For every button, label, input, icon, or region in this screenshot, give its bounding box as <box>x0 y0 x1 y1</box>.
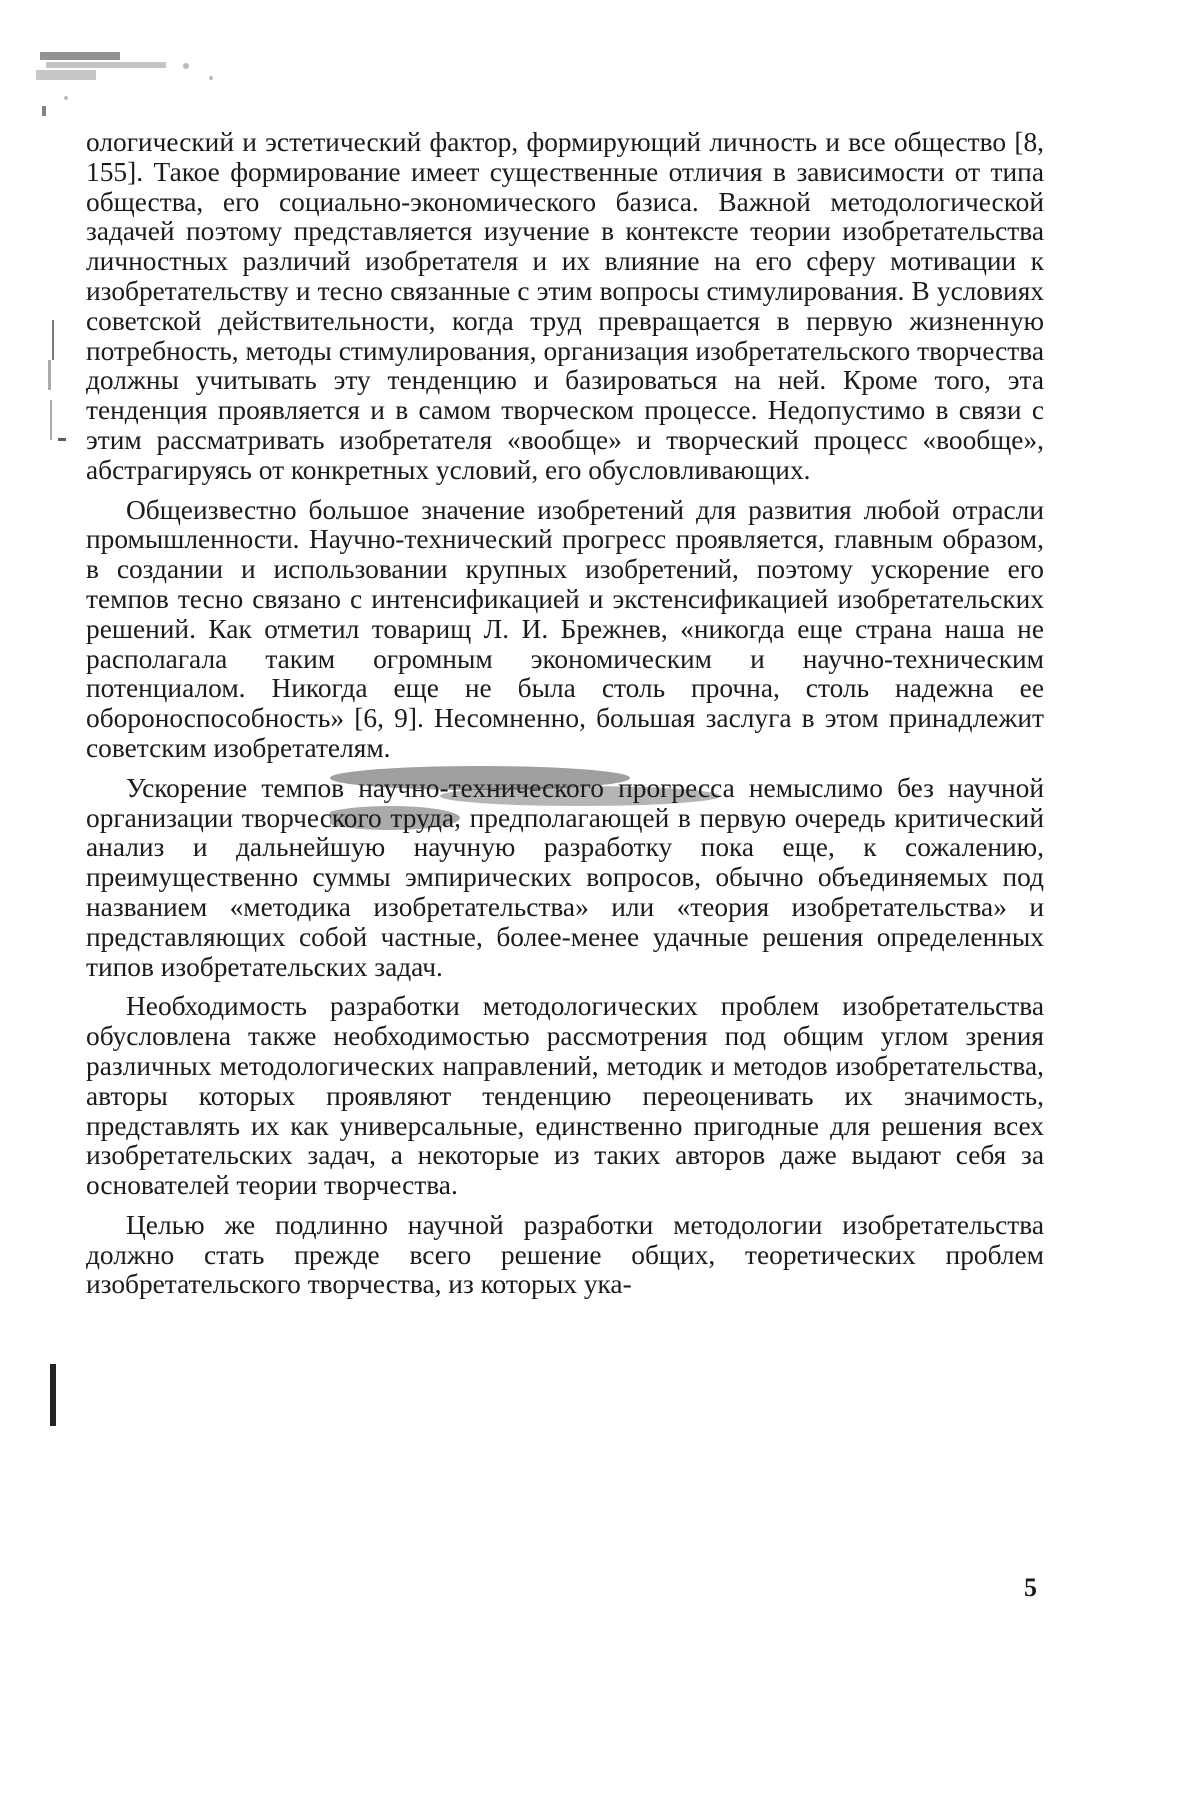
page-number: 5 <box>1024 1573 1037 1602</box>
paragraph: Целью же подлинно научной разработки методологии изобретательства должно стать прежде всего решение общих, теоретических проблем изобретательского творчества, из которых ука- <box>86 1209 1044 1300</box>
paragraph: Ускорение темпов научно-технического прогресса немыслимо без научной организации творческого труда, предполагающей в первую очередь критический анализ и дальнейшую научную разработку пока еще, к сожалению, преимущественно суммы эмпирических вопросов, обычно объединяемых под названием «методика изобретательства» или «теория изобретательства» и представляющих собой частные, более-менее удачные решения определенных типов изобретательских задач. <box>86 772 1044 982</box>
paragraph: ологический и эстетический фактор, формирующий личность и все общество [8, 155]. Такое формирование имеет существенные отличия в зависимости от типа общества, его социально-экономического базиса. Важной методологической задачей поэтому представляется изучение в контексте теории изобретательства личностных различий изобретателя и их влияние на его сферу мотивации к изобретательству и тесно связанные с этим вопросы стимулирования. В условиях советской действительности, когда труд превращается в первую жизненную потребность, методы стимулирования, организация изобретательского творчества должны учитывать эту тенденцию и базироваться на ней. Кроме того, эта тенденция проявляется и в самом творческом процессе. Недопустимо в связи с этим рассматривать изобретателя «вообще» и творческий процесс «вообще», абстрагируясь от конкретных условий, его обусловливающих. <box>86 127 1044 485</box>
paragraph: Необходимость разработки методологических проблем изобретательства обусловлена также необходимостью рассмотрения под общим углом зрения различных методологических направлений, методик и методов изобретательства, авторы которых проявляют тенденцию переоценивать их значимость, представлять их как универсальные, единственно пригодные для решения всех изобретательских задач, а некоторые из таких авторов даже выдают себя за основателей теории творчества. <box>86 991 1044 1201</box>
margin-mark-bracket <box>44 1360 64 1430</box>
scan-smudge <box>36 48 246 118</box>
paragraph: Общеизвестно большое значение изобретений для развития любой отрасли промышленности. Научно-технический прогресс проявляется, главным образом, в создании и использовании крупных изобретений, поэтому ускорение его темпов тесно связано с интенсификацией и экстенсификацией изобретательских решений. Как отметил товарищ Л. И. Брежнев, «никогда еще страна наша не располагала таким огромным экономическим и научно-техническим потенциалом. Никогда еще не была столь прочна, столь надежна ее обороноспособность» [6, 9]. Несомненно, большая заслуга в этом принадлежит советским изобретателям. <box>86 494 1044 763</box>
text-body <box>86 128 1044 1310</box>
margin-mark <box>40 320 70 450</box>
